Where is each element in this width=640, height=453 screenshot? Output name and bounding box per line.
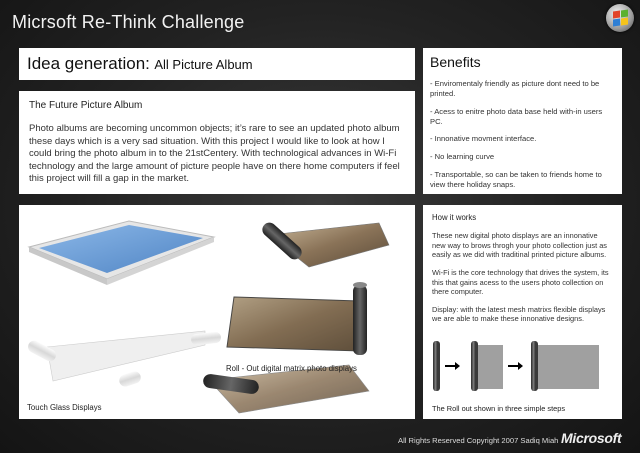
touch-glass-roll [26, 331, 222, 388]
heading-panel [19, 48, 415, 80]
how-title: How it works [432, 213, 477, 222]
heading-sub: All Picture Album [154, 57, 253, 72]
how-it-works-panel [423, 205, 622, 419]
microsoft-logo: Microsoft [561, 430, 622, 446]
how-paragraph: Wi-Fi is the core technology that drives the system, its this that gains acess to the users photo collection on there computer. [432, 267, 609, 297]
benefit-item: - Transportable, so can be taken to friends home to view there holiday snaps. [430, 170, 602, 190]
benefits-panel [423, 48, 622, 194]
caption-rollout: Roll - Out digital matrix photo displays [226, 364, 357, 373]
slide-title: Micrsoft Re-Think Challenge [12, 12, 245, 32]
intro-panel [19, 91, 415, 194]
gallery-panel [19, 205, 415, 419]
benefit-item: - No learning curve [430, 152, 495, 162]
arrow-right-icon [445, 362, 460, 370]
benefits-title: Benefits [430, 54, 481, 70]
step-2 [471, 341, 503, 391]
copyright-text: All Rights Reserved Copyright 2007 Sadiq Miah [398, 436, 559, 445]
intro-title: The Future Picture Album [29, 100, 143, 111]
step-3 [531, 341, 599, 391]
how-paragraph: These new digital photo displays are an innonative new way to brows throgh your photo collection just as easily as we did with traditinal printed picture albums. [432, 231, 608, 260]
step-1 [433, 341, 440, 391]
rollout-steps-diagram [431, 337, 611, 397]
how-paragraph: Display: with the latest mesh matrixs flexible displays we are able to make these innonative designs. [432, 304, 606, 324]
touch-glass-tablet [29, 221, 214, 285]
benefit-item: - Innonative movment interface. [430, 134, 537, 144]
steps-caption: The Roll out shown in three simple steps [432, 404, 566, 413]
gallery-illustrations [19, 205, 415, 419]
rollout-photo-middle [227, 282, 367, 355]
intro-body: Photo albums are becoming uncommon objects; it’s rare to see an updated photo album these days which is a very sad situation. With this project I would like to look at how I could bring the photo album in to the 21stCentery. With technological advances in Wi-Fi technology and the large amount of picture people have on there home computers if feel this project will fill a gap in the market. [29, 123, 400, 185]
benefit-item: - Acess to enitre photo data base held with-in users PC. [430, 106, 603, 126]
rollout-photo-top [259, 220, 389, 267]
heading-main: Idea generation: [27, 54, 150, 73]
arrow-right-icon [508, 362, 523, 370]
benefit-item: - Enviromentaly friendly as picture dont need to be printed. [430, 79, 600, 98]
windows-logo-icon [606, 4, 634, 32]
caption-touch-glass: Touch Glass Displays [27, 403, 102, 412]
